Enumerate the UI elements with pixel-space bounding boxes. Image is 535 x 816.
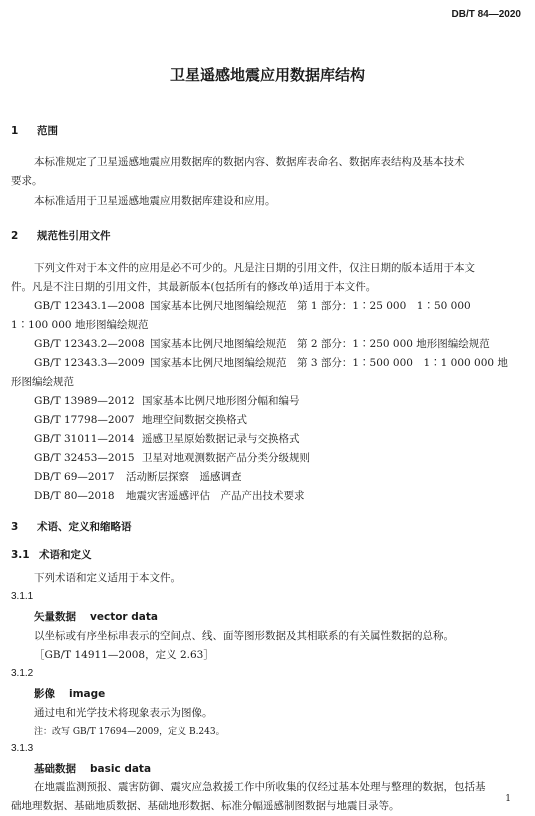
subsection-number: 3.1	[11, 549, 30, 561]
reference-code: DB/T 80—2018	[34, 490, 115, 502]
reference-title: 遥感卫星原始数据记录与交换格式	[142, 433, 300, 445]
term-heading	[34, 609, 158, 624]
term-heading	[34, 761, 151, 776]
term-source: ［GB/T 14911—2008，定义 2.63］	[34, 649, 214, 661]
section-number: 3	[11, 521, 19, 533]
reference-item	[34, 469, 242, 484]
reference-item	[34, 336, 490, 351]
paragraph-line: 本标准规定了卫星遥感地震应用数据库的数据内容、数据库表命名、数据库表结构及基本技术	[34, 156, 465, 168]
reference-code: GB/T 31011—2014	[34, 433, 135, 445]
subsection-3-1-heading	[11, 547, 92, 562]
term-definition: 在地震监测预报、震害防御、震灾应急救援工作中所收集的仅经过基本处理与整理的数据，包括基	[34, 781, 486, 793]
subsection-title: 术语和定义	[39, 549, 92, 561]
term-number: 3.1.3	[11, 743, 34, 754]
reference-title: 卫星对地观测数据产品分类分级规则	[142, 452, 310, 464]
section-number: 1	[11, 125, 19, 137]
reference-item	[34, 412, 247, 427]
section-title: 规范性引用文件	[37, 230, 111, 242]
standard-code-header: DB/T 84—2020	[451, 9, 521, 20]
term-chinese: 影像	[34, 688, 55, 700]
paragraph-line: 件。凡是不注日期的引用文件，其最新版本(包括所有的修改单)适用于本文件。	[11, 281, 377, 293]
reference-item	[34, 431, 300, 446]
reference-code: GB/T 32453—2015	[34, 452, 135, 464]
document-title: 卫星遥感地震应用数据库结构	[169, 66, 365, 84]
reference-code: GB/T 17798—2007	[34, 414, 135, 426]
reference-code: GB/T 13989—2012	[34, 395, 135, 407]
section-3-heading	[11, 519, 132, 534]
page-number: 1	[505, 794, 511, 804]
term-definition: 通过电和光学技术将现象表示为图像。	[34, 707, 213, 719]
section-2-heading	[11, 228, 111, 243]
term-definition: 础地理数据、基础地质数据、基础地形数据、标准分幅遥感制图数据与地震目录等。	[11, 800, 400, 812]
reference-item	[34, 450, 310, 465]
reference-title: 地理空间数据交换格式	[142, 414, 247, 426]
reference-item	[34, 355, 508, 370]
reference-code: DB/T 69—2017	[34, 471, 115, 483]
term-number: 3.1.2	[11, 668, 34, 679]
term-heading	[34, 686, 105, 701]
term-english: image	[69, 688, 106, 700]
reference-title: 国家基本比例尺地图编绘规范 第 2 部分：1∶250 000 地形图编绘规范	[150, 338, 490, 350]
paragraph-line: 下列术语和定义适用于本文件。	[34, 572, 181, 584]
reference-title: 国家基本比例尺地图编绘规范 第 3 部分：1∶500 000 1∶1 000 000 地	[150, 357, 508, 369]
section-title: 术语、定义和缩略语	[37, 521, 132, 533]
term-chinese: 矢量数据	[34, 611, 76, 623]
reference-title: 活动断层探察 遥感调查	[126, 471, 242, 483]
section-number: 2	[11, 230, 19, 242]
term-chinese: 基础数据	[34, 763, 76, 775]
term-english: basic data	[90, 763, 152, 775]
reference-continuation: 形图编绘规范	[11, 376, 74, 388]
reference-title: 国家基本比例尺地图编绘规范 第 1 部分：1∶25 000 1∶50 000	[150, 300, 471, 312]
reference-item	[34, 393, 300, 408]
paragraph-line: 下列文件对于本文件的应用是必不可少的。凡是注日期的引用文件，仅注日期的版本适用于本文	[34, 262, 475, 274]
section-title: 范围	[37, 125, 58, 137]
paragraph-line: 本标准适用于卫星遥感地震应用数据库建设和应用。	[34, 195, 276, 207]
reference-item	[34, 488, 305, 503]
reference-title: 国家基本比例尺地形图分幅和编号	[142, 395, 300, 407]
reference-title: 地震灾害遥感评估 产品产出技术要求	[126, 490, 305, 502]
reference-code: GB/T 12343.2—2008	[34, 338, 145, 350]
reference-item	[34, 298, 471, 313]
term-note: 注：改写 GB/T 17694—2009，定义 B.243。	[34, 727, 225, 737]
section-1-heading	[11, 123, 58, 138]
reference-continuation: 1∶100 000 地形图编绘规范	[11, 319, 149, 331]
term-number: 3.1.1	[11, 591, 34, 602]
term-english: vector data	[90, 611, 158, 623]
term-definition: 以坐标或有序坐标串表示的空间点、线、面等图形数据及其相联系的有关属性数据的总称。	[34, 630, 454, 642]
reference-code: GB/T 12343.1—2008	[34, 300, 145, 312]
paragraph-line: 要求。	[11, 175, 43, 187]
reference-code: GB/T 12343.3—2009	[34, 357, 145, 369]
